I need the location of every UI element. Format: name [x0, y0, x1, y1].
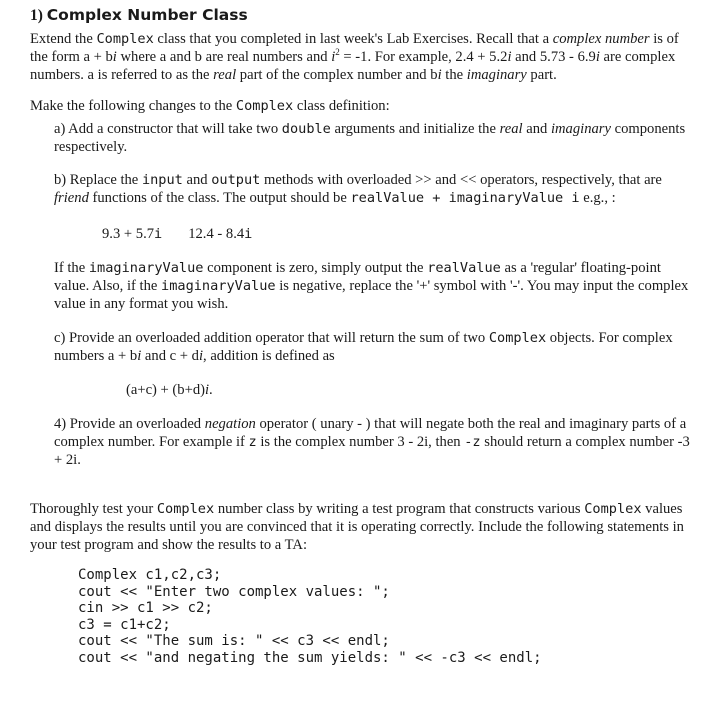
- code-term: imaginaryValue: [88, 260, 204, 276]
- code-term: Complex: [96, 31, 154, 47]
- output-rules-paragraph: If the imaginaryValue component is zero, simply output the realValue as a 'regular' floating-point value. Also, if the imaginaryValue is negative, replace the '+' symbol with '-'. You may input the complex value in any format you wish.: [54, 260, 689, 312]
- code-line: cin >> c1 >> c2;: [78, 600, 213, 617]
- part-a-paragraph: a) Add a constructor that will take two double arguments and initialize the real and imaginary components respectively.: [54, 121, 686, 155]
- code-term: Complex: [488, 330, 547, 346]
- code-block: [78, 567, 542, 667]
- code-line: cout << "and negating the sum yields: " << -c3 << endl;: [78, 649, 542, 666]
- part-c-paragraph: c) Provide an overloaded addition operator that will return the sum of two Complex objects. For complex numbers a + bi and c + di, addition is defined as: [54, 330, 673, 364]
- code-term: Complex: [584, 501, 642, 517]
- code-term: Complex: [235, 98, 294, 114]
- example-1: 9.3 + 5.7: [102, 226, 155, 242]
- code-term: Complex: [156, 501, 215, 517]
- code-line: cout << "Enter two complex values: ";: [78, 583, 390, 600]
- changes-heading-paragraph: Make the following changes to the Complex class definition:: [30, 98, 390, 114]
- code-term: z: [248, 434, 257, 450]
- section-number: 1): [30, 7, 43, 24]
- code-term: output: [211, 172, 261, 188]
- code-term: imaginaryValue: [161, 278, 276, 294]
- code-line: cout << "The sum is: " << c3 << endl;: [78, 633, 390, 650]
- testing-paragraph: Thoroughly test your Complex number class by writing a test program that constructs various Complex values and displays the results until you are convinced that it is operating correctly. Include the following statements in your test program and show the results to a TA:: [30, 501, 684, 553]
- output-examples: 9.3 + 5.7i 12.4 - 8.4i: [102, 226, 253, 242]
- section-title: [30, 6, 248, 25]
- code-term: realValue + imaginaryValue i: [350, 190, 580, 206]
- code-term: -z: [464, 434, 481, 450]
- intro-paragraph: Extend the Complex class that you completed in last week's Lab Exercises. Recall that a complex number is of the form a + bi where a and b are real numbers and $i^2 = -1$. For example, 2.4 + 5.2i and 5.73 - 6.9i are complex numbers. a is referred to as the real part of the complex number and bi the imaginary part.: [30, 31, 679, 83]
- part-4-paragraph: 4) Provide an overloaded negation operator ( unary - ) that will negate both the real and imaginary parts of a complex number. For example if z is the complex number 3 - 2i, then -z should return a complex number -3 + 2i.: [54, 416, 690, 468]
- code-term: input: [141, 172, 183, 188]
- part-b-paragraph: b) Replace the input and output methods with overloaded >> and << operators, respectively, that are friend functions of the class. The output should be realValue + imaginaryValue i e.g., :: [54, 172, 662, 206]
- section-title-text: Complex Number Class: [46, 6, 248, 24]
- sum-formula: (a+c) + (b+d)i.: [126, 382, 213, 398]
- code-term: double: [281, 121, 331, 137]
- code-term: realValue: [427, 260, 501, 276]
- example-2: 12.4 - 8.4: [188, 226, 245, 242]
- code-line: Complex c1,c2,c3;: [78, 567, 222, 583]
- code-line: c3 = c1+c2;: [78, 616, 171, 633]
